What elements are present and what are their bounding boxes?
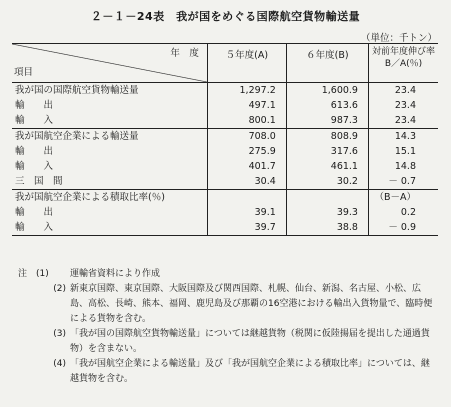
table-row [12,205,438,220]
table-row [12,98,438,113]
note-text: 「我が国の国際航空貨物輸送量」については継越貨物（税関に仮陸揚届を提出した通過貨物）を含まない。 [70,329,430,354]
value-fy6: 808.9 [286,129,368,145]
note-mark: 注 (1) [18,269,49,279]
row-label: 輸 出 [15,146,54,157]
table-header-row [12,44,438,83]
header-col-rate: 対前年度伸び率 B／A(％) [368,44,438,83]
row-label: 三 国 間 [15,176,63,187]
table-row [12,159,438,174]
value-fy5: 497.1 [207,98,286,113]
note-text: 運輸省資料により作成 [70,269,161,279]
header-col-b: ６年度(B) [286,44,368,83]
value-fy5: 401.7 [207,159,286,174]
row-label: 輸 入 [15,161,54,172]
note-mark: (2) [53,284,66,294]
value-fy5: 39.1 [207,205,286,220]
value-rate: 23.4 [368,83,438,99]
value-rate: 23.4 [368,113,438,129]
note-item [18,357,438,387]
value-rate: 15.1 [368,144,438,159]
value-rate: 0.2 [368,205,438,220]
value-fy5: 275.9 [207,144,286,159]
header-col-a: ５年度(A) [207,44,286,83]
value-rate: （B－A） [368,190,438,206]
note-mark: (3) [53,329,66,339]
row-label: 輸 出 [15,100,54,111]
table-row [12,144,438,159]
value-fy5: 800.1 [207,113,286,129]
freight-table [12,43,438,236]
note-text: 新東京国際、東京国際、大阪国際及び関西国際、札幌、仙台、新潟、名古屋、小松、広島、高松、長崎、熊本、福岡、鹿児島及び那覇の16空港における輸出入貨物量で、臨時便による貨物を含む。 [70,284,433,324]
header-komoku: 項目 [14,67,34,78]
row-label: 輸 出 [15,207,54,218]
table-row [12,190,438,206]
value-fy5: 1,297.2 [207,83,286,99]
table-row [12,113,438,129]
header-nendo: 年 度 [170,48,199,59]
table-row [12,174,438,190]
table-title: ２－１－24表 我が国をめぐる国際航空貨物輸送量 [90,10,361,23]
note-mark: (4) [53,359,66,369]
note-item [18,267,438,282]
table-row [12,220,438,236]
value-fy5: 708.0 [207,129,286,145]
row-label: 輸 入 [15,115,54,126]
value-rate: － 0.9 [368,220,438,236]
value-fy6: 461.1 [286,159,368,174]
value-rate: 14.3 [368,129,438,145]
value-rate: － 0.7 [368,174,438,190]
value-fy6: 317.6 [286,144,368,159]
value-fy6 [286,190,368,206]
row-label: 我が国の国際航空貨物輸送量 [12,83,207,99]
value-fy6: 38.8 [286,220,368,236]
note-item [18,282,438,327]
value-fy6: 1,600.9 [286,83,368,99]
row-label: 我が国航空企業による輸送量 [12,129,207,145]
value-fy5: 30.4 [207,174,286,190]
table-row [12,83,438,99]
value-fy6: 39.3 [286,205,368,220]
value-fy5 [207,190,286,206]
value-rate: 23.4 [368,98,438,113]
value-rate: 14.8 [368,159,438,174]
value-fy6: 987.3 [286,113,368,129]
header-diagonal-cell [12,44,207,83]
row-label: 我が国航空企業による積取比率(％) [12,190,207,206]
notes-section [18,267,438,387]
row-label: 輸 入 [15,222,54,233]
note-item [18,327,438,357]
unit-label: （単位：千トン） [360,33,437,44]
value-fy5: 39.7 [207,220,286,236]
table-row [12,129,438,145]
value-fy6: 613.6 [286,98,368,113]
value-fy6: 30.2 [286,174,368,190]
note-text: 「我が国航空企業による輸送量」及び「我が国航空企業による積取比率」については、継越貨物を含む。 [70,359,430,384]
